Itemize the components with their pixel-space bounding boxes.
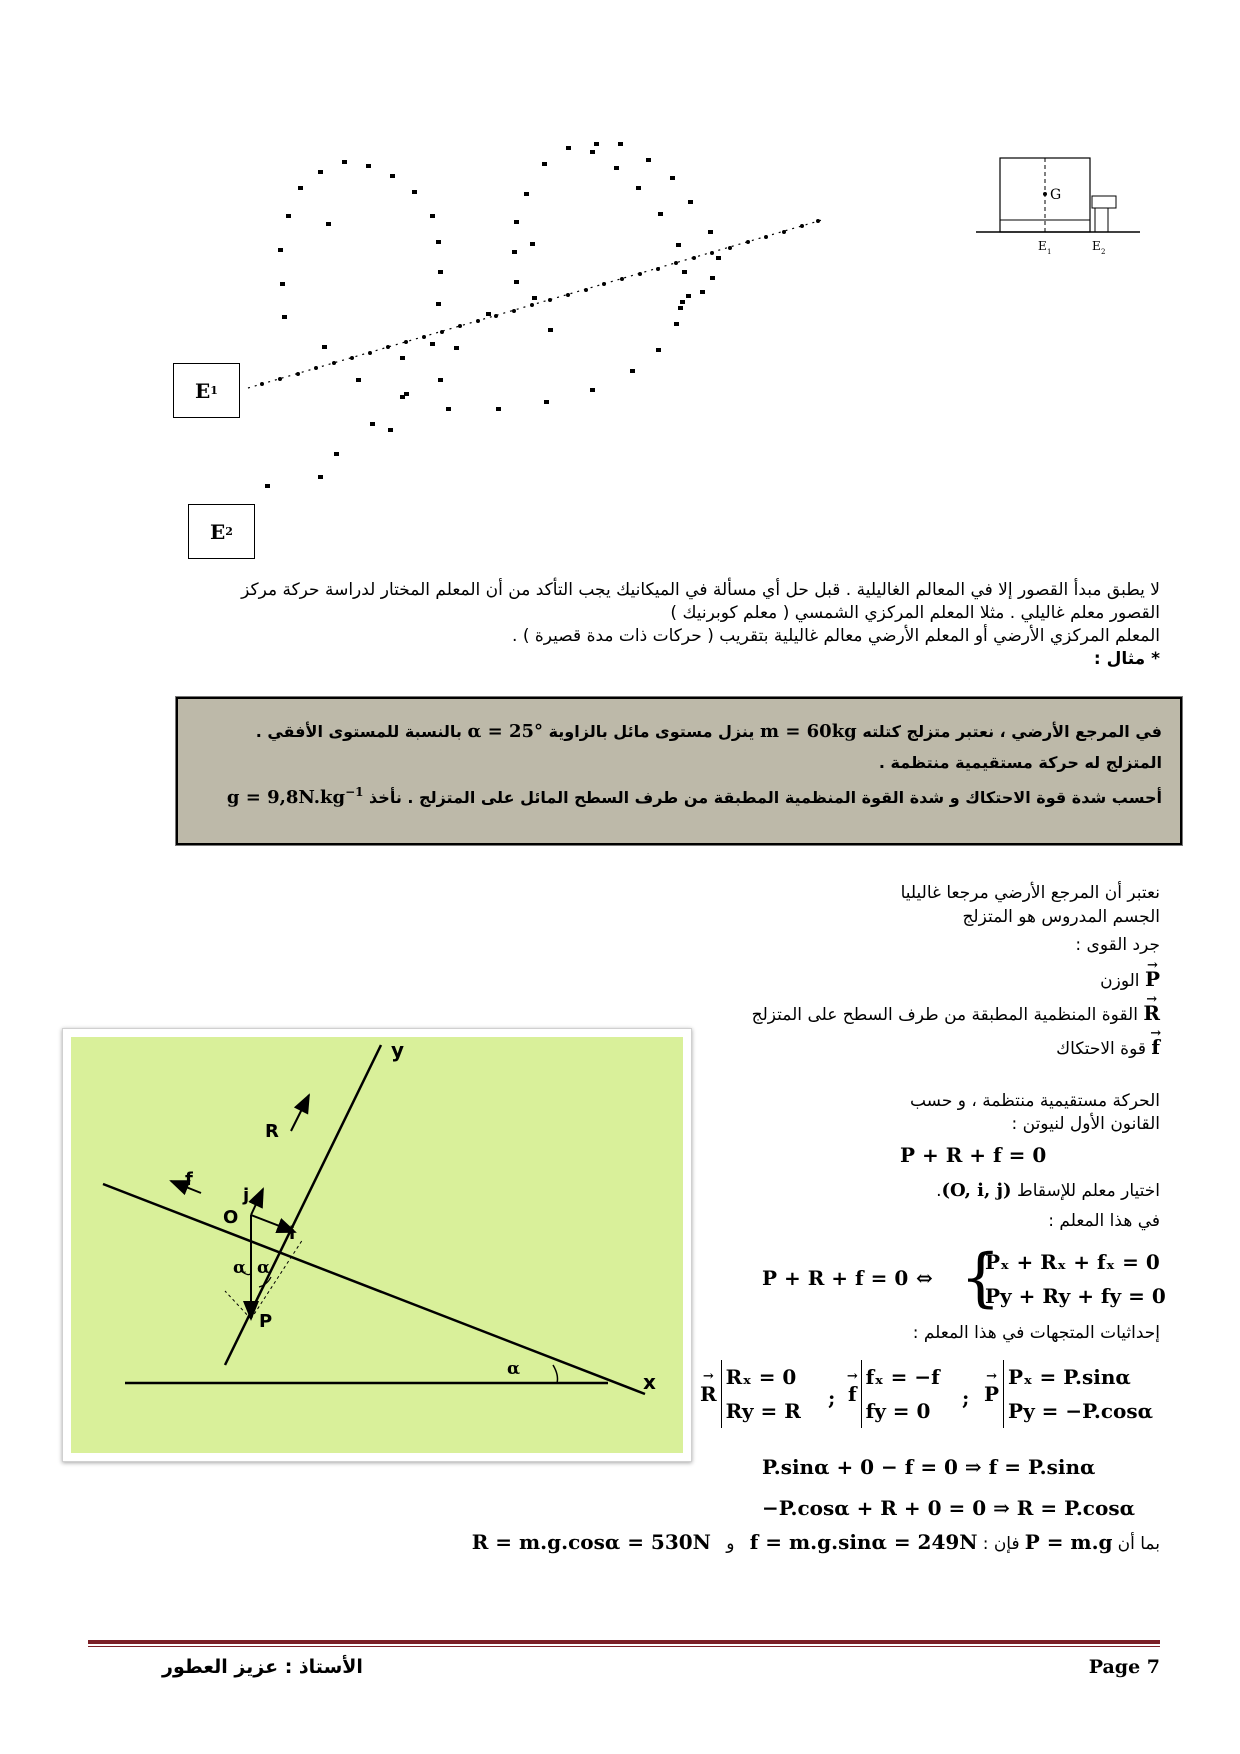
solid-e2-label: E — [1092, 239, 1101, 253]
force-friction — [660, 1036, 1160, 1060]
label-e1-box — [173, 363, 240, 418]
coords-title: إحداثيات المتجهات في هذا المعلم : — [912, 1323, 1160, 1343]
solution-step-2: الجسم المدروس هو المتزلج — [962, 907, 1160, 927]
example-angle: α = 25° — [467, 721, 544, 742]
angle-alpha-1: α — [233, 1258, 247, 1278]
solid-e1-label: E — [1038, 239, 1047, 253]
footer-rule-thick — [88, 1640, 1160, 1644]
forces-diagram-frame — [62, 1028, 692, 1462]
r-vector-label: R — [265, 1121, 279, 1142]
solid-g-label: G — [1050, 187, 1062, 203]
result-normal-eq: −P.cosα + R + 0 = 0 ⇒ R = P.cosα — [762, 1496, 1135, 1520]
coords-r-values — [721, 1360, 801, 1428]
example-gravity-exp: −1 — [345, 785, 364, 799]
intro-line-2: القصور معلم غاليلي . مثلا المعلم المركزي الشمسي ( معلم كوبرنيك ) — [670, 603, 1160, 623]
solid-e2-sub: 2 — [1101, 248, 1106, 256]
example-box — [176, 697, 1182, 845]
vector-r-coords — [700, 1360, 801, 1428]
j-vector-label: j — [243, 1185, 250, 1206]
example-line-1 — [256, 721, 1162, 742]
motion-line-1: الحركة مستقيمية منتظمة ، و حسب — [909, 1091, 1160, 1111]
angle-alpha-3: α — [507, 1359, 521, 1379]
solid-sketch — [970, 150, 1150, 265]
p-x: Pₓ = P.sinα — [1008, 1365, 1131, 1389]
coords-p-values — [1003, 1360, 1153, 1428]
frame-text: اختيار معلم للإسقاط — [1016, 1181, 1160, 1201]
solution-step-1: نعتبر أن المرجع الأرضي مرجعا غاليليا — [900, 883, 1160, 903]
in-frame-text: في هذا المعلم : — [1048, 1211, 1160, 1231]
label-e2-sub: 2 — [225, 525, 233, 538]
p-vector-label: P — [259, 1311, 273, 1332]
coords-f-values — [861, 1360, 940, 1428]
f-x: fₓ = −f — [865, 1365, 940, 1389]
final-since: بما أن — [1117, 1534, 1160, 1554]
result-friction-eq: P.sinα + 0 − f = 0 ⇒ f = P.sinα — [762, 1455, 1096, 1479]
footer-page-number: Page 7 — [1088, 1656, 1160, 1678]
coords-r-symbol: → R — [700, 1382, 717, 1406]
example-mass: m = 60kg — [760, 721, 857, 742]
intro-line-1: لا يطبق مبدأ القصور إلا في المعالم الغاليلية . قبل حل أي مسألة في الميكانيك يجب التأكد من أن المعلم المختار لدراسة حركة مركز — [241, 580, 1160, 600]
coords-p-symbol: → P — [984, 1382, 999, 1406]
example-line-2: المتزلج له حركة مستقيمية منتظمة . — [878, 753, 1162, 772]
label-e2: E — [210, 519, 226, 544]
projection-y: Py + Ry + fy = 0 — [985, 1284, 1166, 1308]
friction-label: قوة الاحتكاك — [1056, 1039, 1146, 1059]
example-line1-part1: في المرجع الأرضي ، نعتبر متزلج كتلته — [862, 722, 1162, 741]
final-then: فإن : — [982, 1534, 1020, 1554]
final-p-mg: P = m.g — [1024, 1530, 1113, 1554]
i-vector-label: i — [289, 1223, 296, 1244]
example-gravity — [227, 787, 364, 808]
example-line1-part3: بالنسبة للمستوى الأفقي . — [255, 722, 462, 741]
normal-label: القوة المنظمية المطبقة من طرف السطح على المتزلج — [751, 1005, 1138, 1025]
projection-left: P + R + f = 0 — [762, 1266, 909, 1290]
vector-p-coords — [984, 1360, 1153, 1428]
force-weight — [660, 968, 1160, 992]
f-vector-label: f — [185, 1169, 193, 1190]
vector-f-coords — [848, 1360, 940, 1428]
weight-symbol: → P — [1145, 968, 1160, 990]
r-y: Ry = R — [725, 1399, 801, 1423]
angle-alpha-2: α — [257, 1258, 271, 1278]
label-e1-sub: 1 — [210, 384, 218, 397]
final-and: و — [726, 1534, 735, 1554]
example-line-3 — [227, 785, 1162, 808]
projection-x: Pₓ + Rₓ + fₓ = 0 — [985, 1250, 1160, 1274]
point-e2-trajectory — [265, 142, 721, 488]
example-line1-part2: ينزل مستوى مائل بالزاوية — [548, 722, 755, 741]
frame-symbol: (O, i, j) — [941, 1180, 1012, 1201]
equivalence-symbol: ⇔ — [916, 1266, 933, 1290]
force-normal — [660, 1002, 1160, 1026]
motion-line-2: القانون الأول لنيوتن : — [1011, 1114, 1160, 1134]
sep-1: ; — [828, 1386, 836, 1410]
y-axis-label: y — [391, 1038, 405, 1062]
newton-equation: P + R + f = 0 — [900, 1143, 1047, 1167]
p-y: Py = −P.cosα — [1008, 1399, 1154, 1423]
center-of-inertia-dots — [260, 219, 820, 386]
x-axis-label: x — [643, 1370, 656, 1394]
sep-2: ; — [962, 1386, 970, 1410]
final-f-value: f = m.g.sinα = 249N — [749, 1530, 978, 1554]
label-e2-box — [188, 504, 255, 559]
system-brace: { — [960, 1241, 1001, 1315]
weight-label: الوزن — [1100, 971, 1140, 991]
solid-e1-sub: 1 — [1047, 248, 1052, 256]
f-y: fy = 0 — [865, 1399, 931, 1423]
intro-line-3: المعلم المركزي الأرضي أو المعلم الأرضي معالم غاليلية بتقريب ( حركات ذات مدة قصيرة ) . — [512, 626, 1160, 646]
solution-step-3: جرد القوى : — [1075, 935, 1160, 955]
example-line3-part1: أحسب شدة قوة الاحتكاك و شدة القوة المنظمية المطبقة من طرف السطح المائل على المتزلج . نأخذ — [369, 788, 1162, 807]
origin-label: O — [223, 1207, 239, 1228]
frame-choice: اختيار معلم للإسقاط (O, i, j). — [936, 1180, 1160, 1201]
final-line — [472, 1530, 1160, 1555]
coords-f-symbol: → f — [848, 1382, 857, 1406]
trajectory-figure — [170, 80, 850, 570]
normal-symbol: → R — [1143, 1002, 1160, 1024]
example-gravity-value: g = 9,8N.kg — [226, 787, 346, 808]
footer-author: الأستاذ : عزيز العطور — [162, 1656, 363, 1678]
final-r-value: R = m.g.cosα = 530N — [471, 1530, 711, 1554]
example-heading: * مثال : — [1093, 649, 1160, 669]
r-x: Rₓ = 0 — [725, 1365, 797, 1389]
forces-diagram — [63, 1029, 691, 1461]
label-e1: E — [195, 378, 211, 403]
friction-symbol: → f — [1151, 1036, 1160, 1058]
footer-rule-thin — [88, 1646, 1160, 1647]
